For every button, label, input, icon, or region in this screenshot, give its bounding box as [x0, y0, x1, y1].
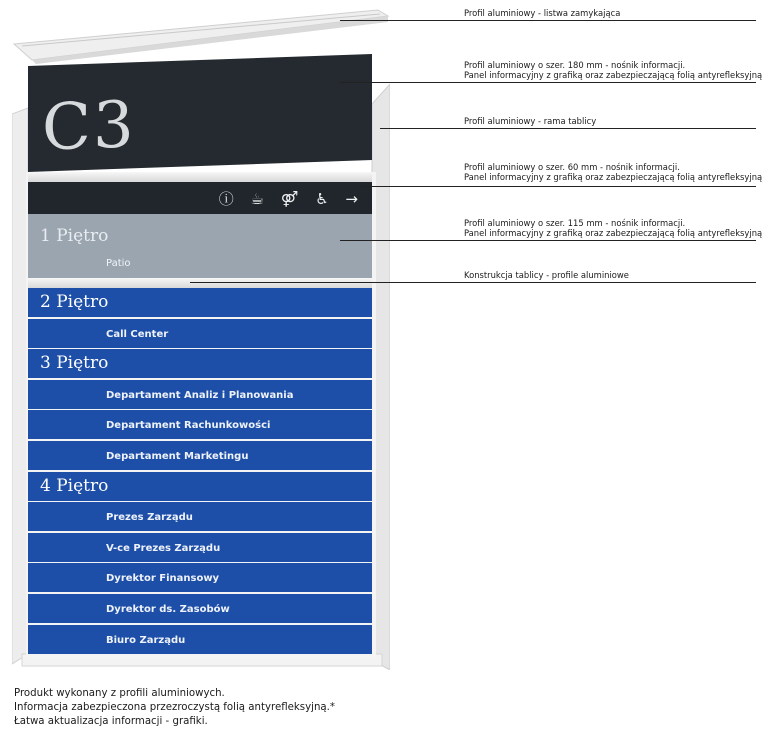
- callout-text: [464, 60, 762, 80]
- callout-line: Profil aluminiowy o szer. 60 mm - nośnik informacji.: [464, 162, 680, 172]
- icon-row: [219, 188, 364, 209]
- floor-label: 1 Piętro: [40, 226, 109, 246]
- footer-line: Łatwa aktualizacja informacji - grafiki.: [14, 716, 208, 727]
- callout-line: Panel informacyjny z grafiką oraz zabezpieczającą folią antyrefleksyjną: [464, 70, 763, 80]
- directory-entry-row: [28, 563, 372, 592]
- callout-text: [464, 116, 596, 126]
- entry-label: Dyrektor Finansowy: [106, 573, 220, 585]
- callout-text: [464, 8, 620, 18]
- leader-line: [360, 186, 756, 187]
- entry-label: Departament Rachunkowości: [106, 420, 271, 432]
- info-icon: ⓘ: [218, 190, 240, 208]
- directory-entry-row: [28, 380, 372, 409]
- callout-text: [464, 270, 629, 280]
- callout-line: Panel informacyjny z grafiką oraz zabezpieczającą folią antyrefleksyjną: [464, 172, 763, 182]
- header-panel: [28, 54, 372, 172]
- entry-label: V-ce Prezes Zarządu: [106, 542, 221, 554]
- callout-line: Konstrukcja tablicy - profile aluminiowe: [464, 270, 629, 280]
- callout-line: Profil aluminiowy o szer. 115 mm - nośnik informacji.: [464, 218, 686, 228]
- arrow-right-icon: →: [345, 190, 364, 208]
- callout-line: Profil aluminiowy o szer. 180 mm - nośnik informacji.: [464, 60, 686, 70]
- callout-line: Panel informacyjny z grafiką oraz zabezpieczającą folią antyrefleksyjną: [464, 228, 763, 238]
- floor-row: [28, 472, 372, 501]
- directory-entry-row: [28, 594, 372, 623]
- directory-entry-row: [28, 319, 372, 348]
- entry-label: Call Center: [106, 328, 169, 340]
- floor-label: 2 Piętro: [40, 292, 109, 312]
- grey-floor-panel: [28, 214, 372, 278]
- restroom-icon: ⚤: [280, 190, 305, 208]
- mounting-rail: [28, 278, 372, 288]
- entry-label: Dyrektor ds. Zasobów: [106, 604, 230, 615]
- entry-label: Biuro Zarządu: [106, 634, 186, 646]
- mounting-rail: [28, 172, 372, 182]
- leader-line: [340, 82, 756, 83]
- callout-text: [464, 218, 762, 238]
- directory-entry-row: [28, 441, 372, 470]
- leader-line: [380, 128, 756, 129]
- callout-line: Profil aluminiowy - rama tablicy: [464, 116, 597, 126]
- entry-label: Departament Marketingu: [106, 451, 249, 462]
- floor-label: 4 Piętro: [40, 475, 109, 496]
- footer-line: Informacja zabezpieczona przezroczystą folią antyrefleksyjną.*: [14, 702, 335, 713]
- floor-row: [28, 349, 372, 378]
- callout-text: [464, 162, 762, 182]
- icon-strip-panel: [28, 182, 372, 214]
- entry-label: Prezes Zarządu: [106, 512, 193, 524]
- entry-label: Patio: [106, 258, 131, 269]
- product-description: [14, 687, 335, 729]
- building-code: C3: [42, 88, 136, 166]
- footer-line: Produkt wykonany z profili aluminiowych.: [14, 688, 225, 699]
- directory-entry-row: [28, 410, 372, 439]
- directory-entry-row: [28, 533, 372, 562]
- directory-entry-row: [28, 502, 372, 531]
- coffee-icon: ☕: [250, 190, 270, 208]
- entry-label: Departament Analiz i Planowania: [106, 389, 294, 401]
- wheelchair-icon: ♿: [315, 190, 335, 208]
- floor-row: [28, 288, 372, 317]
- callout-line: Profil aluminiowy - listwa zamykająca: [464, 8, 621, 18]
- directory-entry-row: [28, 625, 372, 654]
- leader-line: [190, 282, 756, 283]
- floor-label: 3 Piętro: [40, 353, 109, 374]
- leader-line: [340, 20, 756, 21]
- leader-line: [340, 240, 756, 241]
